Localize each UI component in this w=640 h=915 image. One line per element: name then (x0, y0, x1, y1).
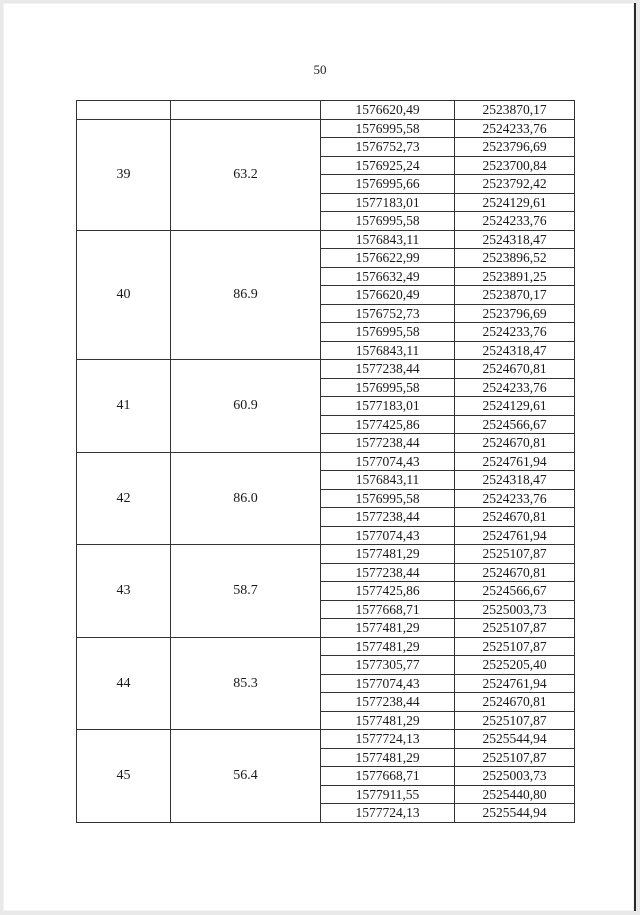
x-coordinate-cell: 1577668,71 (321, 600, 455, 619)
y-coordinate-cell: 2523896,52 (455, 249, 575, 268)
x-coordinate-cell: 1576843,11 (321, 341, 455, 360)
x-coordinate-cell: 1577481,29 (321, 545, 455, 564)
x-coordinate-cell: 1577425,86 (321, 582, 455, 601)
x-coordinate-cell: 1576843,11 (321, 230, 455, 249)
x-coordinate-cell: 1576995,58 (321, 212, 455, 231)
table-row (77, 119, 575, 138)
x-coordinate-cell: 1576995,66 (321, 175, 455, 194)
y-coordinate-cell: 2524233,76 (455, 378, 575, 397)
plot-area-cell: 56.4 (171, 730, 321, 823)
x-coordinate-cell: 1576622,99 (321, 249, 455, 268)
y-coordinate-cell: 2523891,25 (455, 267, 575, 286)
y-coordinate-cell: 2524670,81 (455, 563, 575, 582)
y-coordinate-cell: 2524566,67 (455, 582, 575, 601)
plot-area-cell: 86.0 (171, 452, 321, 545)
plot-area-cell: 85.3 (171, 637, 321, 730)
y-coordinate-cell: 2524761,94 (455, 674, 575, 693)
y-coordinate-cell: 2525107,87 (455, 637, 575, 656)
y-coordinate-cell: 2524566,67 (455, 415, 575, 434)
table-row (77, 637, 575, 656)
table-row (77, 452, 575, 471)
x-coordinate-cell: 1577481,29 (321, 619, 455, 638)
x-coordinate-cell: 1577305,77 (321, 656, 455, 675)
plot-id-cell: 42 (77, 452, 171, 545)
plot-id-cell: 40 (77, 230, 171, 360)
y-coordinate-cell: 2524761,94 (455, 526, 575, 545)
y-coordinate-cell: 2523870,17 (455, 101, 575, 120)
x-coordinate-cell: 1576620,49 (321, 101, 455, 120)
x-coordinate-cell: 1577481,29 (321, 748, 455, 767)
x-coordinate-cell: 1577074,43 (321, 452, 455, 471)
y-coordinate-cell: 2525544,94 (455, 804, 575, 823)
y-coordinate-cell: 2524318,47 (455, 230, 575, 249)
x-coordinate-cell: 1577724,13 (321, 804, 455, 823)
x-coordinate-cell: 1576925,24 (321, 156, 455, 175)
coordinates-table (76, 100, 575, 823)
plot-area-cell: 58.7 (171, 545, 321, 638)
table-row (77, 730, 575, 749)
y-coordinate-cell: 2523796,69 (455, 304, 575, 323)
plot-id-cell: 39 (77, 119, 171, 230)
plot-id-cell: 41 (77, 360, 171, 453)
y-coordinate-cell: 2525003,73 (455, 767, 575, 786)
plot-id-cell: 44 (77, 637, 171, 730)
x-coordinate-cell: 1577911,55 (321, 785, 455, 804)
y-coordinate-cell: 2525107,87 (455, 748, 575, 767)
y-coordinate-cell: 2525003,73 (455, 600, 575, 619)
plot-id-cell: 45 (77, 730, 171, 823)
x-coordinate-cell: 1576843,11 (321, 471, 455, 490)
y-coordinate-cell: 2524761,94 (455, 452, 575, 471)
y-coordinate-cell: 2525107,87 (455, 619, 575, 638)
x-coordinate-cell: 1577238,44 (321, 360, 455, 379)
plot-area-cell: 86.9 (171, 230, 321, 360)
x-coordinate-cell: 1577238,44 (321, 693, 455, 712)
x-coordinate-cell: 1576620,49 (321, 286, 455, 305)
x-coordinate-cell: 1577425,86 (321, 415, 455, 434)
y-coordinate-cell: 2524670,81 (455, 360, 575, 379)
y-coordinate-cell: 2524670,81 (455, 434, 575, 453)
x-coordinate-cell: 1577238,44 (321, 508, 455, 527)
x-coordinate-cell: 1576632,49 (321, 267, 455, 286)
y-coordinate-cell: 2524670,81 (455, 508, 575, 527)
x-coordinate-cell: 1577183,01 (321, 193, 455, 212)
x-coordinate-cell: 1577074,43 (321, 526, 455, 545)
y-coordinate-cell: 2524233,76 (455, 212, 575, 231)
area-cell (171, 101, 321, 120)
y-coordinate-cell: 2525440,80 (455, 785, 575, 804)
y-coordinate-cell: 2525107,87 (455, 711, 575, 730)
x-coordinate-cell: 1577481,29 (321, 637, 455, 656)
x-coordinate-cell: 1577074,43 (321, 674, 455, 693)
x-coordinate-cell: 1576995,58 (321, 119, 455, 138)
y-coordinate-cell: 2523870,17 (455, 286, 575, 305)
y-coordinate-cell: 2524670,81 (455, 693, 575, 712)
y-coordinate-cell: 2524318,47 (455, 341, 575, 360)
y-coordinate-cell: 2525107,87 (455, 545, 575, 564)
y-coordinate-cell: 2524233,76 (455, 119, 575, 138)
x-coordinate-cell: 1577238,44 (321, 434, 455, 453)
y-coordinate-cell: 2523792,42 (455, 175, 575, 194)
x-coordinate-cell: 1577183,01 (321, 397, 455, 416)
id-cell (77, 101, 171, 120)
table-row (77, 360, 575, 379)
y-coordinate-cell: 2524233,76 (455, 489, 575, 508)
x-coordinate-cell: 1577668,71 (321, 767, 455, 786)
y-coordinate-cell: 2524233,76 (455, 323, 575, 342)
table-row (77, 101, 575, 120)
page-number: 50 (313, 62, 327, 77)
x-coordinate-cell: 1576752,73 (321, 138, 455, 157)
plot-id-cell: 43 (77, 545, 171, 638)
y-coordinate-cell: 2524318,47 (455, 471, 575, 490)
y-coordinate-cell: 2525544,94 (455, 730, 575, 749)
y-coordinate-cell: 2524129,61 (455, 397, 575, 416)
x-coordinate-cell: 1576995,58 (321, 378, 455, 397)
x-coordinate-cell: 1577238,44 (321, 563, 455, 582)
y-coordinate-cell: 2524129,61 (455, 193, 575, 212)
plot-area-cell: 63.2 (171, 119, 321, 230)
x-coordinate-cell: 1577724,13 (321, 730, 455, 749)
y-coordinate-cell: 2523700,84 (455, 156, 575, 175)
x-coordinate-cell: 1577481,29 (321, 711, 455, 730)
x-coordinate-cell: 1576752,73 (321, 304, 455, 323)
plot-area-cell: 60.9 (171, 360, 321, 453)
table-row (77, 230, 575, 249)
y-coordinate-cell: 2523796,69 (455, 138, 575, 157)
x-coordinate-cell: 1576995,58 (321, 489, 455, 508)
y-coordinate-cell: 2525205,40 (455, 656, 575, 675)
x-coordinate-cell: 1576995,58 (321, 323, 455, 342)
table-row (77, 545, 575, 564)
